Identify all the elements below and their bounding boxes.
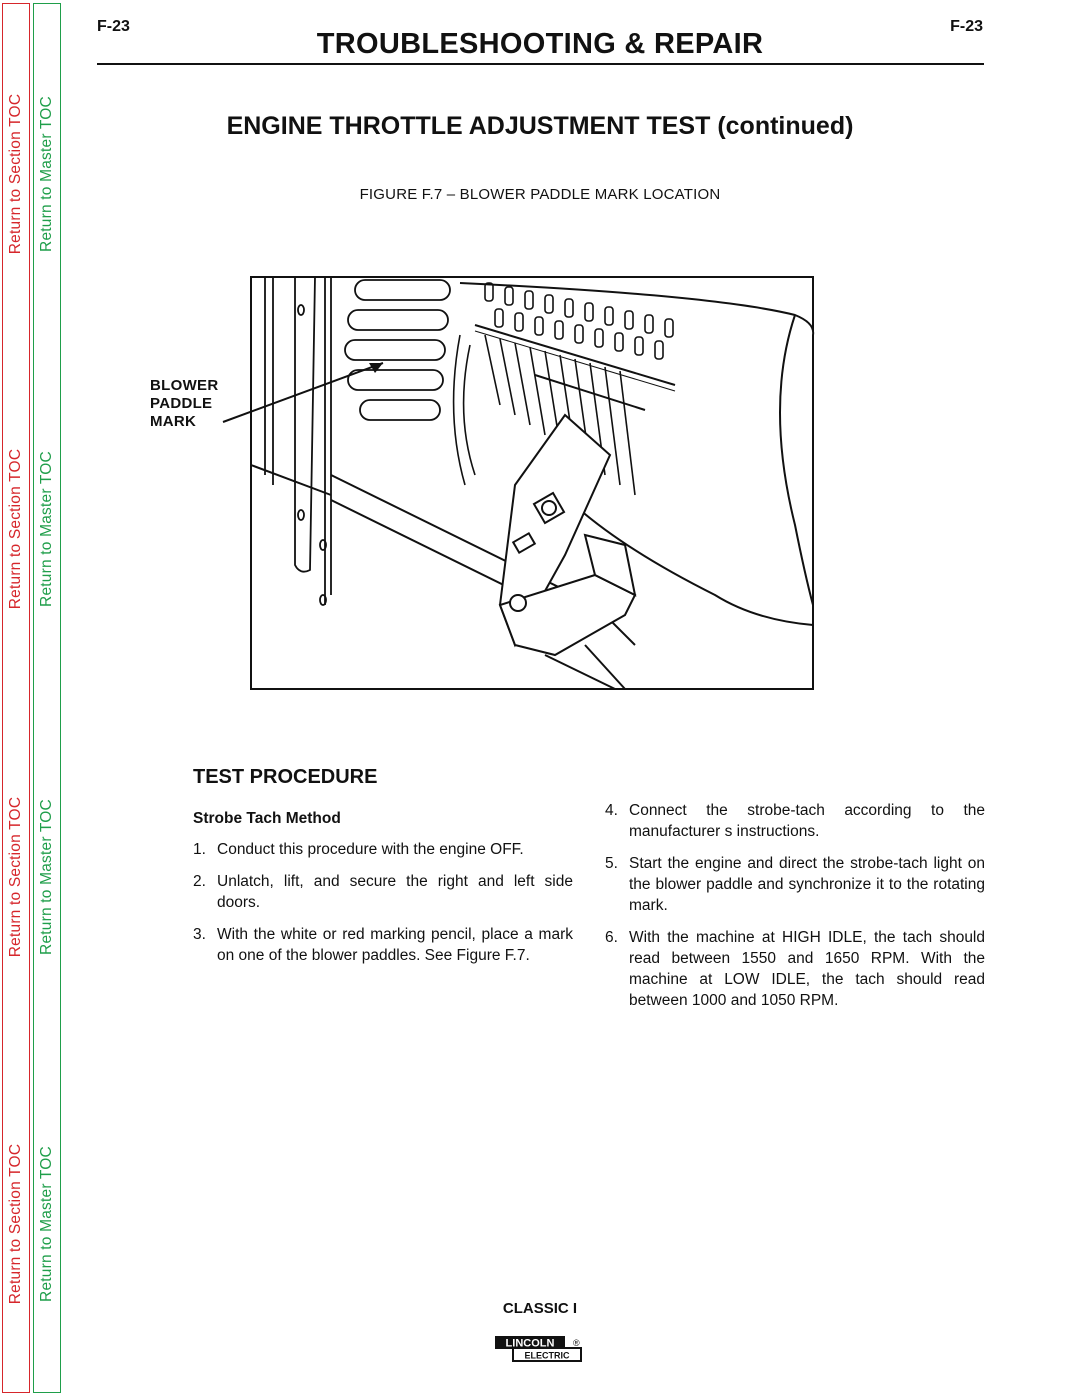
section-toc-bar bbox=[2, 3, 30, 1393]
svg-text:ELECTRIC: ELECTRIC bbox=[524, 1350, 570, 1361]
procedure-step: 2. Unlatch, lift, and secure the right and left side doors. bbox=[193, 873, 573, 911]
procedure-step: 4. Connect the strobe-tach according to the manufacturer s instructions. bbox=[605, 802, 985, 840]
master-toc-bar bbox=[33, 3, 61, 1393]
procedure-column-right bbox=[605, 800, 985, 1022]
page-number-left: F-23 bbox=[97, 18, 130, 35]
section-title: TROUBLESHOOTING & REPAIR bbox=[316, 28, 764, 60]
svg-text:®: ® bbox=[573, 1338, 580, 1348]
procedure-step: 6. With the machine at HIGH IDLE, the tach should read between 1550 and 1650 RPM. With the machine at LOW IDLE, the tach should read between 1000 and 1050 RPM. bbox=[605, 929, 985, 1009]
method-subheading: Strobe Tach Method bbox=[193, 810, 341, 827]
test-procedure-heading: TEST PROCEDURE bbox=[193, 766, 378, 788]
svg-text:LINCOLN: LINCOLN bbox=[505, 1337, 555, 1350]
header-rule bbox=[97, 63, 984, 65]
return-to-section-toc-link[interactable]: Return to Section TOC bbox=[7, 448, 24, 610]
model-name: CLASSIC I bbox=[502, 1300, 578, 1317]
return-to-master-toc-link[interactable]: Return to Master TOC bbox=[38, 451, 55, 607]
lincoln-electric-logo bbox=[493, 1334, 585, 1364]
page-title: ENGINE THROTTLE ADJUSTMENT TEST (continued) bbox=[226, 112, 854, 140]
procedure-step: 5. Start the engine and direct the strobe-tach light on the blower paddle and synchronize it to the rotating mark. bbox=[605, 855, 985, 914]
procedure-step: 3. With the white or red marking pencil, place a mark on one of the blower paddles. See Figure F.7. bbox=[193, 926, 573, 964]
return-to-section-toc-link[interactable]: Return to Section TOC bbox=[7, 796, 24, 958]
return-to-section-toc-link[interactable]: Return to Section TOC bbox=[7, 1143, 24, 1305]
procedure-step: 1. Conduct this procedure with the engine OFF. bbox=[193, 841, 524, 858]
return-to-master-toc-link[interactable]: Return to Master TOC bbox=[38, 1146, 55, 1302]
return-to-master-toc-link[interactable]: Return to Master TOC bbox=[38, 96, 55, 252]
blower-paddle-figure bbox=[155, 275, 815, 695]
figure-caption: FIGURE F.7 – BLOWER PADDLE MARK LOCATION bbox=[359, 186, 721, 203]
blower-paddle-mark-callout: BLOWER PADDLE MARK bbox=[150, 377, 219, 430]
return-to-section-toc-link[interactable]: Return to Section TOC bbox=[7, 93, 24, 255]
page-number-right: F-23 bbox=[950, 18, 983, 35]
procedure-column-left bbox=[193, 808, 573, 977]
return-to-master-toc-link[interactable]: Return to Master TOC bbox=[38, 799, 55, 955]
